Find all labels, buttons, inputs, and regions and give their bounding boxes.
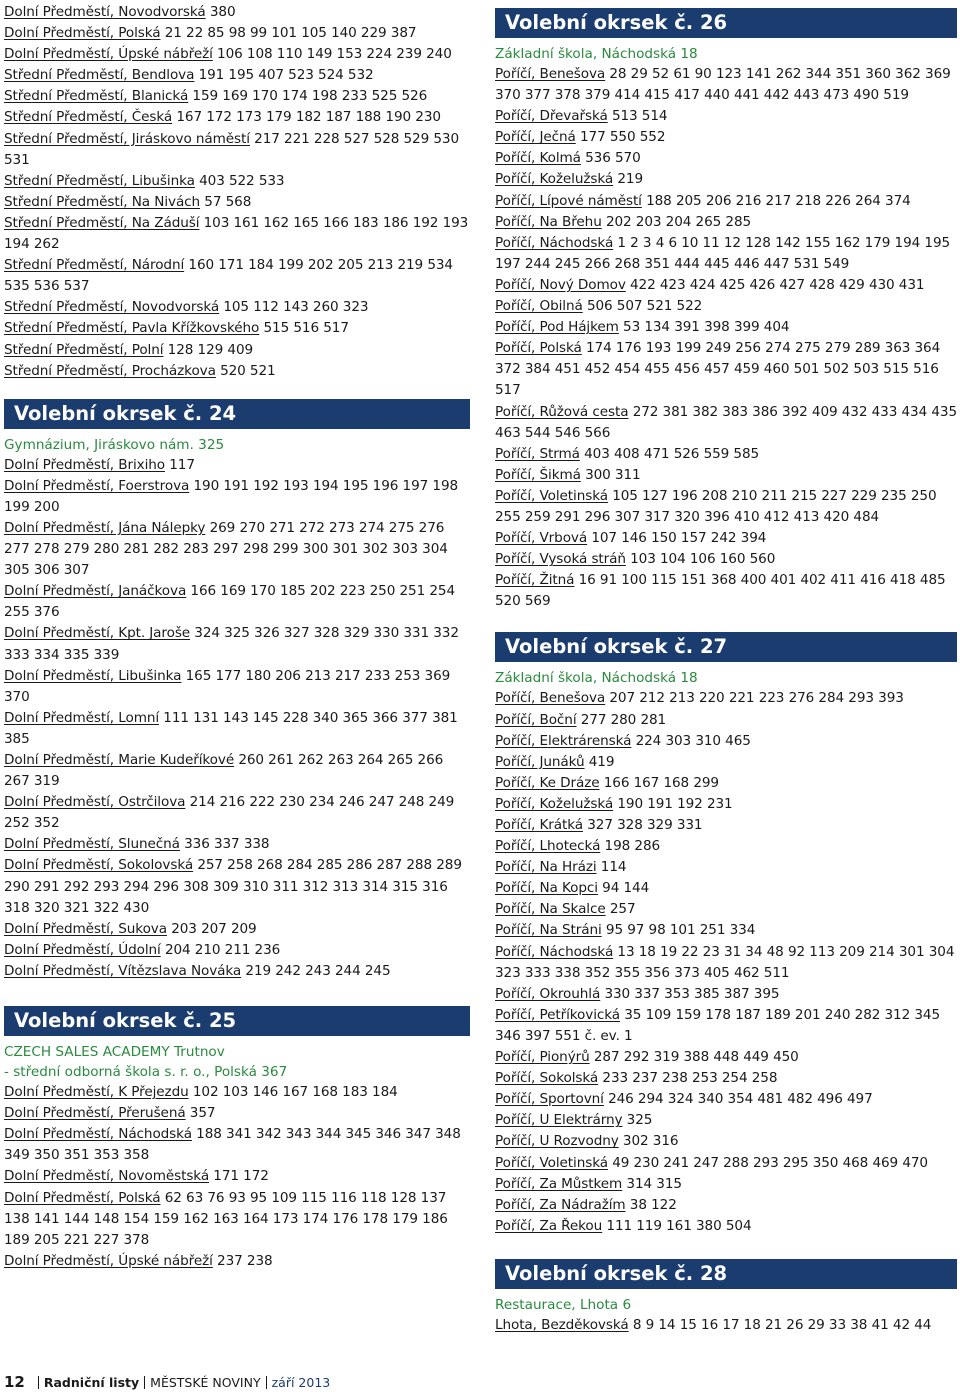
street-entry xyxy=(495,878,957,899)
street-name-link[interactable]: Střední Předměstí, Jiráskovo náměstí xyxy=(4,130,250,147)
house-numbers: 111 131 143 145 228 340 365 366 377 381 385 xyxy=(4,709,458,747)
house-numbers: 57 568 xyxy=(200,193,252,210)
house-numbers: 204 210 211 236 xyxy=(160,941,281,958)
house-numbers: 103 161 162 165 166 183 186 192 193 194 262 xyxy=(4,214,469,253)
street-name-link[interactable]: Poříčí, Voletinská xyxy=(495,1154,608,1171)
house-numbers: 105 127 196 208 210 211 215 227 229 235 250 255 259 291 296 307 317 320 396 410 412 413 420 484 xyxy=(495,487,937,525)
house-numbers: 515 516 517 xyxy=(259,320,349,337)
street-entry xyxy=(495,1315,957,1336)
district-24-location: Gymnázium, Jiráskovo nám. 325 xyxy=(4,436,225,453)
street-entry xyxy=(4,1103,470,1124)
page-footer xyxy=(4,1372,330,1392)
district-28-entries xyxy=(495,1315,957,1336)
street-name-link[interactable]: Střední Předměstí, Procházkova xyxy=(4,362,216,379)
house-numbers: 224 303 310 465 xyxy=(631,732,751,749)
district-28-location: Restaurace, Lhota 6 xyxy=(495,1296,632,1313)
house-numbers: 219 242 243 244 245 xyxy=(241,962,391,979)
street-name-link[interactable]: Poříčí, Za Můstkem xyxy=(495,1175,623,1192)
street-entry xyxy=(495,752,957,773)
house-numbers: 16 91 100 115 151 368 400 401 402 411 416 418 485 520 569 xyxy=(495,572,946,610)
footer-publication: MĚSTSKÉ NOVINY xyxy=(150,1374,261,1390)
street-entry xyxy=(495,317,957,338)
street-name-link[interactable]: Dolní Předměstí, K Přejezdu xyxy=(4,1084,189,1101)
house-numbers: 114 xyxy=(596,859,627,876)
street-name-link[interactable]: Poříčí, Benešova xyxy=(495,66,606,82)
house-numbers: 269 270 271 272 273 274 275 276 277 278 279 280 281 282 283 297 298 299 300 301 302 303 304 305 306 307 xyxy=(4,519,448,579)
house-numbers: 257 xyxy=(605,901,636,918)
street-name-link[interactable]: Střední Předměstí, Pavla Křížkovského xyxy=(4,320,260,337)
street-name-link[interactable]: Dolní Předměstí, Údolní xyxy=(4,941,161,958)
street-entry xyxy=(4,86,470,107)
street-entry xyxy=(495,688,957,709)
street-name-link[interactable]: Střední Předměstí, Na Nivách xyxy=(4,193,201,210)
district-26-location: Základní škola, Náchodská 18 xyxy=(495,46,698,62)
street-entry xyxy=(495,1068,957,1089)
house-numbers: 177 550 552 xyxy=(575,129,666,146)
street-name-link[interactable]: Poříčí, Koželužská xyxy=(495,795,614,812)
street-name-link[interactable]: Dolní Předměstí, Lomní xyxy=(4,709,160,726)
house-numbers: 198 286 xyxy=(600,838,661,855)
street-entry xyxy=(4,1251,470,1272)
district-26-header: Volební okrsek č. 26 xyxy=(495,8,957,38)
house-numbers: 166 169 170 185 202 223 250 251 254 255 376 xyxy=(4,583,456,621)
house-numbers: 302 316 xyxy=(618,1133,679,1150)
house-numbers: 214 216 222 230 234 246 247 248 249 252 352 xyxy=(4,794,455,832)
street-entry xyxy=(495,465,957,486)
street-entry xyxy=(4,44,470,65)
street-name-link[interactable]: Poříčí, Na Kopci xyxy=(495,880,598,897)
street-entry xyxy=(4,708,470,750)
street-entry xyxy=(495,710,957,731)
street-entry xyxy=(495,1089,957,1110)
street-name-link[interactable]: Dolní Předměstí, Ostrčilova xyxy=(4,794,186,811)
house-numbers: 380 xyxy=(205,4,236,20)
street-name-link[interactable]: Dolní Předměstí, Libušinka xyxy=(4,667,182,684)
street-name-link[interactable]: Poříčí, U Elektrárny xyxy=(495,1112,623,1129)
district-25-location-line2: - střední odborná škola s. r. o., Polská 367 xyxy=(4,1064,288,1081)
street-entry xyxy=(495,148,957,169)
house-numbers: 272 381 382 383 386 392 409 432 433 434 435 463 544 546 566 xyxy=(495,403,958,441)
street-name-link[interactable]: Poříčí, Obilná xyxy=(495,298,583,315)
footer-divider xyxy=(266,1376,267,1389)
street-name-link[interactable]: Poříčí, U Rozvodny xyxy=(495,1133,619,1150)
footer-issue: září 2013 xyxy=(271,1374,331,1390)
street-name-link[interactable]: Poříčí, Lhotecká xyxy=(495,838,601,855)
house-numbers: 506 507 521 522 xyxy=(582,298,703,315)
house-numbers: 300 311 xyxy=(580,466,641,483)
house-numbers: 260 261 262 263 264 265 266 267 319 xyxy=(4,752,444,790)
street-name-link[interactable]: Dolní Předměstí, Úpské nábřeží xyxy=(4,1252,213,1269)
house-numbers: 513 514 xyxy=(607,108,668,125)
house-numbers: 330 337 353 385 387 395 xyxy=(600,985,780,1002)
street-entry xyxy=(4,455,470,476)
street-entry xyxy=(4,255,470,297)
street-name-link[interactable]: Dolní Předměstí, Marie Kudeříkové xyxy=(4,752,235,768)
street-name-link[interactable]: Poříčí, Vysoká stráň xyxy=(495,551,626,568)
street-name-link[interactable]: Poříčí, Koželužská xyxy=(495,171,614,188)
house-numbers: 314 315 xyxy=(622,1175,682,1192)
street-name-link[interactable]: Poříčí, Benešova xyxy=(495,690,606,707)
intro-entries xyxy=(4,2,470,382)
street-name-link[interactable]: Poříčí, Šikmá xyxy=(495,466,581,483)
street-entry xyxy=(495,1131,957,1152)
street-name-link[interactable]: Poříčí, Sokolská xyxy=(495,1070,599,1087)
district-24-entries xyxy=(4,455,470,982)
street-name-link[interactable]: Dolní Předměstí, Náchodská xyxy=(4,1126,192,1143)
street-name-link[interactable]: Poříčí, Elektrárenská xyxy=(495,732,632,749)
house-numbers: 203 207 209 xyxy=(166,920,257,937)
street-entry xyxy=(495,275,957,296)
house-numbers: 49 230 241 247 288 293 295 350 468 469 470 xyxy=(607,1154,928,1171)
house-numbers: 419 xyxy=(584,753,615,770)
house-numbers: 277 280 281 xyxy=(576,711,667,728)
house-numbers: 111 119 161 380 504 xyxy=(602,1217,752,1234)
street-entry xyxy=(495,773,957,794)
street-entry xyxy=(495,731,957,752)
street-entry xyxy=(4,107,470,128)
street-name-link[interactable]: Poříčí, Dřevařská xyxy=(495,108,608,125)
street-entry xyxy=(4,750,470,792)
street-entry xyxy=(4,171,470,192)
street-name-link[interactable]: Poříčí, Polská xyxy=(495,340,582,357)
street-entry xyxy=(495,1174,957,1195)
district-25-entries xyxy=(4,1082,470,1272)
street-entry xyxy=(495,338,957,401)
house-numbers: 219 xyxy=(613,171,643,188)
street-name-link[interactable]: Poříčí, Boční xyxy=(495,711,577,728)
street-entry xyxy=(495,942,957,984)
street-entry xyxy=(495,444,957,465)
house-numbers: 188 341 342 343 344 345 346 347 348 349 350 351 353 358 xyxy=(4,1126,461,1164)
street-name-link[interactable]: Dolní Předměstí, Novodvorská xyxy=(4,4,206,20)
street-entry xyxy=(495,984,957,1005)
house-numbers: 159 169 170 174 198 233 525 526 xyxy=(188,88,428,105)
street-entry xyxy=(495,549,957,570)
house-numbers: 174 176 193 199 249 256 274 275 279 289 363 364 372 384 451 452 454 455 456 457 459 460 501 502 503 515 516 517 xyxy=(495,340,941,399)
street-entry xyxy=(495,528,957,549)
house-numbers: 207 212 213 220 221 223 276 284 293 393 xyxy=(605,690,904,707)
street-name-link[interactable]: Poříčí, Za Řekou xyxy=(495,1217,603,1234)
street-entry xyxy=(495,64,957,106)
street-entry xyxy=(495,815,957,836)
street-entry xyxy=(495,191,957,212)
street-name-link[interactable]: Poříčí, Nový Domov xyxy=(495,276,626,293)
street-entry xyxy=(495,127,957,148)
street-name-link[interactable]: Poříčí, Za Nádražím xyxy=(495,1196,626,1213)
street-entry xyxy=(4,1082,470,1103)
street-name-link[interactable]: Dolní Předměstí, Foerstrova xyxy=(4,477,190,494)
street-name-link[interactable]: Dolní Předměstí, Novoměstská xyxy=(4,1168,210,1185)
house-numbers: 53 134 391 398 399 404 xyxy=(618,319,790,336)
street-entry xyxy=(4,2,470,23)
street-name-link[interactable]: Poříčí, Náchodská xyxy=(495,234,614,251)
footer-section: Radniční listy xyxy=(43,1374,140,1390)
street-name-link[interactable]: Poříčí, Na Skalce xyxy=(495,901,606,918)
left-column xyxy=(4,2,470,1272)
street-name-link[interactable]: Střední Předměstí, Na Záduší xyxy=(4,214,200,231)
street-name-link[interactable]: Dolní Předměstí, Brixiho xyxy=(4,456,165,473)
street-entry xyxy=(495,1110,957,1131)
street-entry xyxy=(495,486,957,528)
house-numbers: 336 337 338 xyxy=(179,836,270,853)
street-entry xyxy=(495,899,957,920)
street-entry xyxy=(4,666,470,708)
house-numbers: 357 xyxy=(185,1105,216,1122)
street-name-link[interactable]: Dolní Předměstí, Janáčkova xyxy=(4,583,187,600)
street-name-link[interactable]: Střední Předměstí, Libušinka xyxy=(4,172,195,189)
street-name-link[interactable]: Poříčí, Na Stráni xyxy=(495,922,602,939)
house-numbers: 166 167 168 299 xyxy=(599,774,719,791)
street-entry xyxy=(4,919,470,940)
house-numbers: 202 203 204 265 285 xyxy=(601,213,752,230)
street-entry xyxy=(495,857,957,878)
street-name-link[interactable]: Střední Předměstí, Polní xyxy=(4,341,164,358)
street-name-link[interactable]: Dolní Předměstí, Jána Nálepky xyxy=(4,519,206,536)
street-entry xyxy=(495,836,957,857)
street-name-link[interactable]: Poříčí, Růžová cesta xyxy=(495,403,629,420)
street-name-link[interactable]: Poříčí, Na Hrázi xyxy=(495,859,597,876)
street-entry xyxy=(495,402,957,444)
house-numbers: 165 177 180 206 213 217 233 253 369 370 xyxy=(4,667,451,705)
house-numbers: 188 205 206 216 217 218 226 264 374 xyxy=(641,192,911,209)
street-entry xyxy=(4,23,470,44)
house-numbers: 217 221 228 527 528 529 530 531 xyxy=(4,130,460,168)
house-numbers: 325 xyxy=(622,1112,653,1129)
house-numbers: 103 104 106 160 560 xyxy=(625,551,776,568)
street-entry xyxy=(4,129,470,171)
house-numbers: 128 129 409 xyxy=(163,341,254,358)
street-name-link[interactable]: Poříčí, Okrouhlá xyxy=(495,985,601,1002)
street-name-link[interactable]: Dolní Předměstí, Sokolovská xyxy=(4,857,194,874)
street-name-link[interactable]: Poříčí, Na Břehu xyxy=(495,213,602,230)
street-name-link[interactable]: Dolní Předměstí, Sukova xyxy=(4,920,167,937)
district-28-header: Volební okrsek č. 28 xyxy=(495,1259,957,1289)
house-numbers: 191 195 407 523 524 532 xyxy=(194,67,374,84)
street-name-link[interactable]: Poříčí, Pionýrů xyxy=(495,1049,590,1066)
street-name-link[interactable]: Poříčí, Petříkovická xyxy=(495,1006,621,1023)
street-entry xyxy=(4,65,470,86)
street-entry xyxy=(4,834,470,855)
street-name-link[interactable]: Dolní Předměstí, Přerušená xyxy=(4,1105,186,1122)
house-numbers: 190 191 192 231 xyxy=(613,795,733,812)
street-entry xyxy=(4,518,470,581)
house-numbers: 171 172 xyxy=(209,1168,269,1185)
district-26-entries xyxy=(495,64,957,612)
district-27-location: Základní škola, Náchodská 18 xyxy=(495,670,698,687)
street-name-link[interactable]: Poříčí, Kolmá xyxy=(495,150,581,167)
street-entry xyxy=(4,192,470,213)
street-entry xyxy=(495,570,957,612)
right-column xyxy=(495,8,957,1336)
page-number: 12 xyxy=(4,1373,25,1391)
street-entry xyxy=(4,1166,470,1187)
footer-divider xyxy=(38,1376,39,1389)
house-numbers: 35 109 159 178 187 189 201 240 282 312 345 346 397 551 č. ev. 1 xyxy=(495,1006,941,1044)
street-entry xyxy=(4,855,470,918)
house-numbers: 13 18 19 22 23 31 34 48 92 113 209 214 301 304 323 333 338 352 355 356 373 405 462 511 xyxy=(495,943,955,981)
street-entry xyxy=(4,940,470,961)
house-numbers: 287 292 319 388 448 449 450 xyxy=(589,1049,799,1066)
street-entry xyxy=(495,1047,957,1068)
street-name-link[interactable]: Střední Předměstí, Národní xyxy=(4,257,185,274)
street-name-link[interactable]: Poříčí, Pod Hájkem xyxy=(495,319,619,336)
street-entry xyxy=(4,792,470,834)
street-entry xyxy=(495,212,957,233)
street-entry xyxy=(4,961,470,982)
street-entry xyxy=(4,476,470,518)
house-numbers: 62 63 76 93 95 109 115 116 118 128 137 138 141 144 148 154 159 162 163 164 173 174 176 178 179 186 189 205 221 227 378 xyxy=(4,1189,448,1248)
street-entry xyxy=(495,233,957,275)
street-name-link[interactable]: Dolní Předměstí, Vítězslava Nováka xyxy=(4,962,242,979)
street-entry xyxy=(4,581,470,623)
street-entry xyxy=(4,213,470,255)
street-name-link[interactable]: Poříčí, Strmá xyxy=(495,445,580,462)
street-name-link[interactable]: Poříčí, Krátká xyxy=(495,817,584,833)
street-entry xyxy=(4,297,470,318)
house-numbers: 95 97 98 101 251 334 xyxy=(601,922,756,939)
house-numbers: 257 258 268 284 285 286 287 288 289 290 291 292 293 294 296 308 309 310 311 312 313 314 315 316 318 320 321 322 430 xyxy=(4,857,462,916)
house-numbers: 422 423 424 425 426 427 428 429 430 431 xyxy=(625,276,925,293)
street-entry xyxy=(495,1195,957,1216)
house-numbers: 105 112 143 260 323 xyxy=(219,299,369,316)
district-27-header: Volební okrsek č. 27 xyxy=(495,632,957,662)
street-entry xyxy=(495,1153,957,1174)
house-numbers: 102 103 146 167 168 183 184 xyxy=(188,1084,398,1101)
street-entry xyxy=(4,1188,470,1251)
street-name-link[interactable]: Poříčí, Vrbová xyxy=(495,530,588,547)
street-entry xyxy=(495,1216,957,1237)
house-numbers: 324 325 326 327 328 329 330 331 332 333 334 335 339 xyxy=(4,625,459,663)
house-numbers: 237 238 xyxy=(212,1252,273,1269)
street-entry xyxy=(4,361,470,382)
district-24-header: Volební okrsek č. 24 xyxy=(4,399,470,429)
house-numbers: 107 146 150 157 242 394 xyxy=(587,530,767,547)
street-name-link[interactable]: Střední Předměstí, Bendlova xyxy=(4,67,195,84)
house-numbers: 190 191 192 193 194 195 196 197 198 199 200 xyxy=(4,477,459,515)
house-numbers: 8 9 14 15 16 17 18 21 26 29 33 38 41 42 44 xyxy=(628,1316,932,1333)
house-numbers: 520 521 xyxy=(215,362,276,379)
house-numbers: 246 294 324 340 354 481 482 496 497 xyxy=(603,1091,873,1108)
street-name-link[interactable]: Dolní Předměstí, Úpské nábřeží xyxy=(4,46,213,63)
footer-divider xyxy=(144,1376,145,1389)
house-numbers: 117 xyxy=(165,456,195,473)
street-entry xyxy=(495,169,957,190)
house-numbers: 233 237 238 253 254 258 xyxy=(598,1070,778,1087)
street-entry xyxy=(4,318,470,339)
street-entry xyxy=(495,1005,957,1047)
street-name-link[interactable]: Poříčí, Náchodská xyxy=(495,943,614,960)
street-name-link[interactable]: Lhota, Bezděkovská xyxy=(495,1316,629,1333)
house-numbers: 21 22 85 98 99 101 105 140 229 387 xyxy=(160,25,417,42)
district-27-entries xyxy=(495,688,957,1236)
street-name-link[interactable]: Střední Předměstí, Blanická xyxy=(4,88,189,105)
house-numbers: 94 144 xyxy=(597,880,650,897)
street-entry xyxy=(495,794,957,815)
house-numbers: 403 522 533 xyxy=(194,172,285,189)
street-name-link[interactable]: Poříčí, Voletinská xyxy=(495,487,608,504)
street-name-link[interactable]: Poříčí, Žitná xyxy=(495,572,575,589)
street-name-link[interactable]: Střední Předměstí, Novodvorská xyxy=(4,299,220,316)
street-name-link[interactable]: Poříčí, Lípové náměstí xyxy=(495,192,642,209)
street-name-link[interactable]: Střední Předměstí, Česká xyxy=(4,109,173,126)
house-numbers: 327 328 329 331 xyxy=(583,817,703,833)
house-numbers: 38 122 xyxy=(625,1196,677,1213)
house-numbers: 403 408 471 526 559 585 xyxy=(579,445,760,462)
street-name-link[interactable]: Dolní Předměstí, Kpt. Jaroše xyxy=(4,625,191,642)
street-entry xyxy=(4,623,470,665)
house-numbers: 536 570 xyxy=(580,150,641,167)
street-name-link[interactable]: Dolní Předměstí, Slunečná xyxy=(4,836,180,853)
street-entry xyxy=(4,1124,470,1166)
street-name-link[interactable]: Poříčí, Sportovní xyxy=(495,1091,604,1108)
house-numbers: 28 29 52 61 90 123 141 262 344 351 360 362 369 370 377 378 379 414 415 417 440 441 442 443 473 490 519 xyxy=(495,66,951,104)
house-numbers: 1 2 3 4 6 10 11 12 128 142 155 162 179 194 195 197 244 245 266 268 351 444 445 446 447 531 549 xyxy=(495,234,951,272)
street-name-link[interactable]: Poříčí, Junáků xyxy=(495,753,585,770)
district-25-header: Volební okrsek č. 25 xyxy=(4,1006,470,1036)
street-name-link[interactable]: Poříčí, Ječná xyxy=(495,129,576,146)
house-numbers: 160 171 184 199 202 205 213 219 534 535 536 537 xyxy=(4,257,453,295)
house-numbers: 167 172 173 179 182 187 188 190 230 xyxy=(172,109,441,126)
street-entry xyxy=(495,920,957,941)
street-entry xyxy=(4,340,470,361)
house-numbers: 106 108 110 149 153 224 239 240 xyxy=(212,46,452,63)
district-25-location-line1: CZECH SALES ACADEMY Trutnov xyxy=(4,1044,225,1061)
street-name-link[interactable]: Dolní Předměstí, Polská xyxy=(4,1189,161,1206)
street-name-link[interactable]: Poříčí, Ke Dráze xyxy=(495,774,600,791)
street-entry xyxy=(495,106,957,127)
street-entry xyxy=(495,296,957,317)
street-name-link[interactable]: Dolní Předměstí, Polská xyxy=(4,25,161,42)
